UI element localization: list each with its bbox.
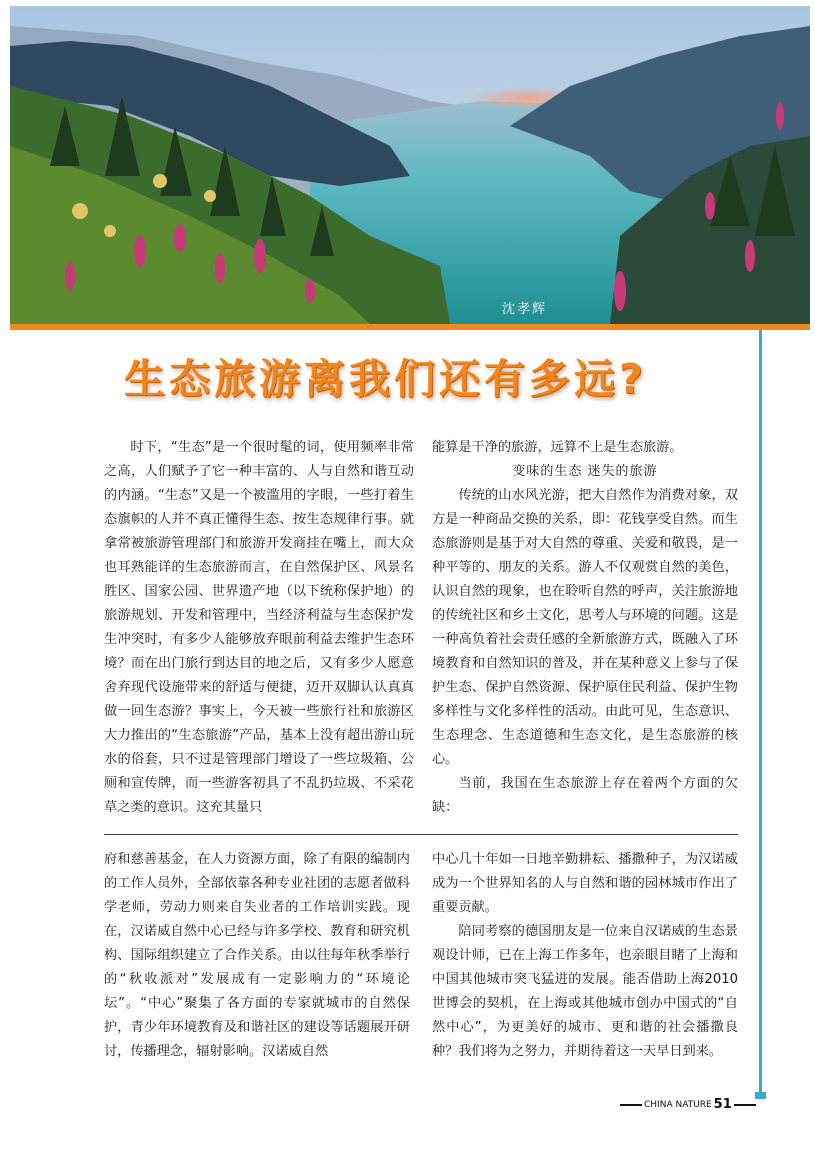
page-number: 51 <box>713 1097 732 1112</box>
title-divider <box>10 324 810 330</box>
paragraph-continued: 能算是干净的旅游，远算不上是生态旅游。 <box>432 440 683 455</box>
paragraph: 当前，我国在生态旅游上存在着两个方面的欠缺： <box>432 776 738 815</box>
column-1 <box>104 436 414 820</box>
decorative-side-line <box>759 330 762 1094</box>
footer-rule <box>734 1104 756 1106</box>
column-4 <box>432 848 738 1064</box>
hero-photo <box>10 6 810 324</box>
footer-rule <box>620 1104 642 1106</box>
page-footer <box>620 1097 760 1112</box>
column-2 <box>432 436 738 820</box>
paragraph: 陪同考察的德国朋友是一位来自汉诺威的生态景观设计师，已在上海工作多年，也亲眼目睹了上海和中国其他城市突飞猛进的发展。能否借助上海2010世博会的契机，在上海或其他城市创办中国式的“自然中心”，为更美好的城市、更和谐的社会播撒良种？我们将为之努力，并期待着这一天早日到来。 <box>432 924 738 1059</box>
section-divider <box>104 834 738 835</box>
paragraph: 时下，“生态”是一个很时髦的词，使用频率非常之高，人们赋予了它一种丰富的、人与自然和谐互动的内涵。“生态”又是一个被滥用的字眼，一些打着生态旗帜的人并不真正懂得生态、按生态规律行事。就拿常被旅游管理部门和旅游开发商挂在嘴上，而大众也耳熟能详的生态旅游而言，在自然保护区、风景名胜区、国家公园、世界遗产地（以下统称保护地）的旅游规划、开发和管理中，当经济利益与生态保护发生冲突时，有多少人能够放弃眼前利益去维护生态环境？而在出门旅行到达目的地之后，又有多少人愿意舍弃现代设施带来的舒适与便捷，迈开双脚认认真真做一回生态游？事实上，今天被一些旅行社和旅游区大力推出的“生态旅游”产品，基本上没有超出游山玩水的俗套，只不过是管理部门增设了一些垃圾箱、公厕和宣传牌，而一些游客初具了不乱扔垃圾、不采花草之类的意识。这充其量只 <box>104 440 414 815</box>
magazine-name: CHINA NATURE <box>644 1099 712 1110</box>
paragraph-continued: 中心几十年如一日地辛勤耕耘、播撒种子，为汉诺威成为一个世界知名的人与自然和谐的园林城市作出了重要贡献。 <box>432 852 738 915</box>
author-name: 沈孝辉 <box>502 302 548 317</box>
article-title: 生态旅游离我们还有多远? <box>124 355 647 403</box>
column-3 <box>104 848 410 1064</box>
paragraph: 传统的山水风光游，把大自然作为消费对象，双方是一种商品交换的关系，即：花钱享受自然。而生态旅游则是基于对大自然的尊重、关爱和敬畏，是一种平等的、朋友的关系。游人不仅观赏自然的美色，认识自然的现象，也在聆听自然的呼声，关注旅游地的传统社区和乡土文化，思考人与环境的问题。这是一种高负着社会责任感的全新旅游方式，既融入了环境教育和自然知识的普及，并在某种意义上参与了保护生态、保护自然资源、保护原住民利益、保护生物多样性与文化多样性的活动。由此可见，生态意识、生态理念、生态道德和生态文化，是生态旅游的核心。 <box>432 488 738 767</box>
section-heading: 变味的生态 迷失的旅游 <box>512 464 658 479</box>
paragraph-continued: 府和慈善基金，在人力资源方面，除了有限的编制内的工作人员外，全部依靠各种专业社团的志愿者做科学老师，劳动力则来自失业者的工作培训实践。现在，汉诺威自然中心已经与许多学校、教育和研究机构、国际组织建立了合作关系。由以往每年秋季举行的“秋收派对”发展成有一定影响力的“环境论坛”。“中心”聚集了各方面的专家就城市的自然保护，青少年环境教育及和谐社区的建设等话题展开研讨，传播理念，辐射影响。汉诺威自然 <box>104 852 410 1059</box>
lake-landscape-image <box>10 6 810 324</box>
